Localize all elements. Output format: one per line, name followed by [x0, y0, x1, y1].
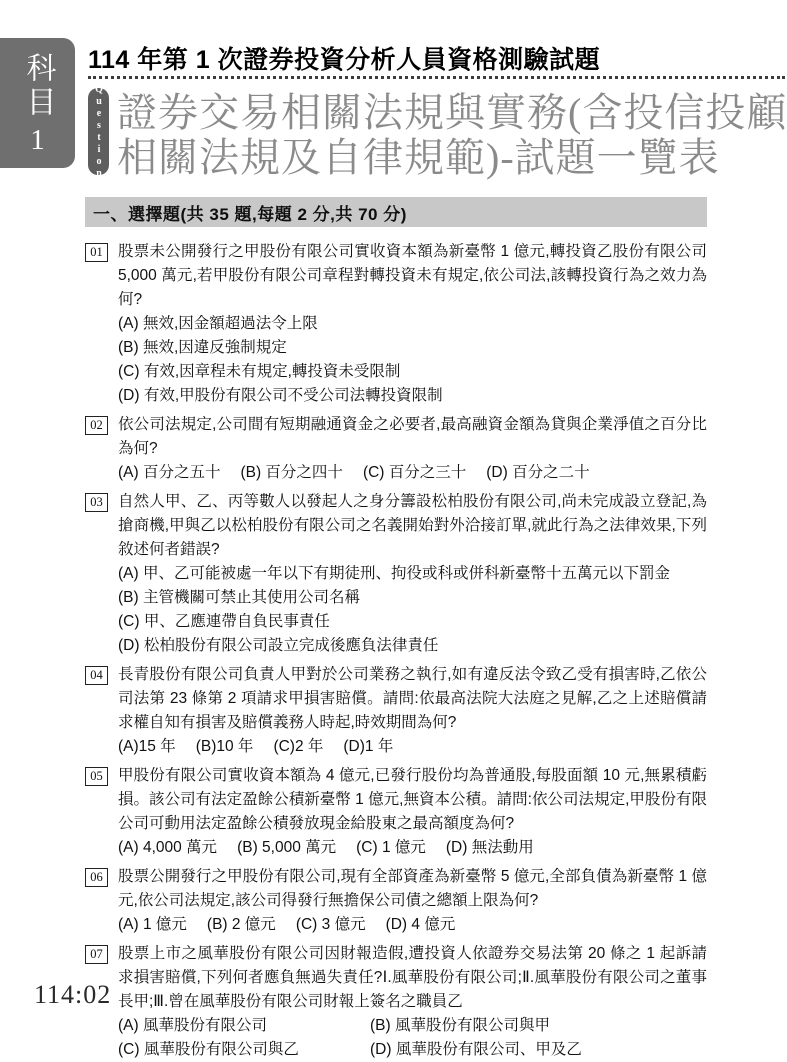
question-number-box: 06 — [85, 868, 108, 887]
option-d: (D) 松柏股份有限公司設立完成後應負法律責任 — [118, 637, 439, 654]
exam-title: 114 年第 1 次證券投資分析人員資格測驗試題 — [88, 46, 601, 74]
question-body: 長青股份有限公司負責人甲對於公司業務之執行,如有違反法令致乙受有損害時,乙依公司法第 23 條第 2 項請求甲損害賠償。請問:依最高法院大法庭之見解,乙之上述賠償請求權自知有損害及賠償義務人時起,時效期間為何? — [118, 666, 707, 731]
option-c: (C) 百分之三十 — [362, 464, 467, 481]
question-item — [85, 663, 707, 759]
option-a: (A) 風華股份有限公司 — [118, 1017, 267, 1034]
option-b: (B) 主管機關可禁止其使用公司名稱 — [118, 589, 360, 606]
question-list — [85, 240, 707, 1062]
option-a: (A) 甲、乙可能被處一年以下有期徒刑、拘役或科或併科新臺幣十五萬元以下罰金 — [118, 565, 670, 582]
paper-title-line-2: 相關法規及自律規範)-試題一覽表 — [117, 135, 720, 180]
option-list — [118, 461, 707, 485]
question-body: 股票上市之風華股份有限公司因財報造假,遭投資人依證券交易法第 20 條之 1 起訴請求損害賠償,下列何者應負無過失責任?Ⅰ.風華股份有限公司;Ⅱ.風華股份有限公司之董事長甲;Ⅲ.曾在風華股份有限公司財報上簽名之職員乙 — [118, 945, 707, 1010]
option-c: (C) 1 億元 — [356, 839, 426, 856]
question-number-box: 03 — [85, 493, 108, 512]
question-number-box: 02 — [85, 416, 108, 435]
option-list — [118, 836, 707, 860]
option-c: (C) 有效,因章程未有規定,轉投資未受限制 — [118, 363, 401, 380]
question-content — [118, 865, 707, 937]
question-number-cell — [85, 663, 118, 759]
option-list — [118, 312, 707, 408]
question-number-box: 04 — [85, 666, 108, 685]
option-b: (B) 百分之四十 — [240, 464, 343, 481]
option-list — [118, 1014, 707, 1062]
option-c: (C) 甲、乙應連帶自負民事責任 — [118, 613, 330, 630]
option-list — [118, 562, 707, 658]
option-d: (D)1 年 — [343, 738, 394, 755]
question-number-cell — [85, 490, 118, 658]
question-content — [118, 240, 707, 408]
option-c: (C) 風華股份有限公司與乙 — [118, 1041, 299, 1058]
option-b: (B) 2 億元 — [206, 916, 276, 933]
question-body: 依公司法規定,公司間有短期融通資金之必要者,最高融資金額為貸與企業淨值之百分比為何? — [118, 416, 707, 457]
option-list — [118, 735, 707, 759]
option-a: (A) 4,000 萬元 — [118, 839, 218, 856]
question-number-box: 07 — [85, 945, 108, 964]
question-pill — [88, 83, 109, 180]
option-b: (B) 風華股份有限公司與甲 — [370, 1017, 550, 1034]
question-body: 股票未公開發行之甲股份有限公司實收資本額為新臺幣 1 億元,轉投資乙股份有限公司 5,000 萬元,若甲股份有限公司章程對轉投資未有規定,依公司法,該轉投資行為之效力為何? — [118, 243, 707, 308]
question-pill-label: Question — [93, 83, 105, 180]
option-c: (C) 3 億元 — [295, 916, 366, 933]
question-number-cell — [85, 865, 118, 937]
section-header-bar — [85, 197, 707, 227]
question-item — [85, 240, 707, 408]
question-content — [118, 663, 707, 759]
option-a: (A) 1 億元 — [118, 916, 187, 933]
question-content — [118, 413, 707, 485]
question-number-cell — [85, 240, 118, 408]
option-b: (B) 5,000 萬元 — [237, 839, 337, 856]
option-c: (C)2 年 — [273, 738, 324, 755]
section-header-label: 一、選擇題(共 35 題,每題 2 分,共 70 分) — [93, 204, 407, 224]
option-d: (D) 百分之二十 — [486, 464, 590, 481]
option-d: (D) 風華股份有限公司、甲及乙 — [370, 1041, 582, 1058]
paper-title-line-1: 證券交易相關法規與實務(含投信投顧 — [117, 90, 787, 135]
question-body: 股票公開發行之甲股份有限公司,現有全部資產為新臺幣 5 億元,全部負債為新臺幣 1 億元,依公司法規定,該公司得發行無擔保公司債之總額上限為何? — [118, 868, 707, 909]
question-item — [85, 942, 707, 1062]
question-number-box: 05 — [85, 767, 108, 786]
question-item — [85, 865, 707, 937]
option-a: (A) 無效,因金額超過法令上限 — [118, 315, 318, 332]
question-content — [118, 764, 707, 860]
option-b: (B)10 年 — [195, 738, 254, 755]
option-a: (A)15 年 — [118, 738, 176, 755]
question-content — [118, 942, 707, 1062]
option-d: (D) 無法動用 — [445, 839, 534, 856]
question-item — [85, 490, 707, 658]
question-number-cell — [85, 764, 118, 860]
dotted-divider — [88, 76, 785, 79]
question-content — [118, 490, 707, 658]
footer-code: 114:02 — [34, 980, 112, 1009]
option-a: (A) 百分之五十 — [118, 464, 221, 481]
option-d: (D) 4 億元 — [385, 916, 456, 933]
question-number-cell — [85, 413, 118, 485]
subject-number: 1 — [30, 123, 45, 156]
question-item — [85, 413, 707, 485]
option-list — [118, 913, 707, 937]
question-item — [85, 764, 707, 860]
question-body: 甲股份有限公司實收資本額為 4 億元,已發行股份均為普通股,每股面額 10 元,無累積虧損。該公司有法定盈餘公積新臺幣 1 億元,無資本公積。請問:依公司法規定,甲股份有限公司可動用法定盈餘公積發放現金給股東之最高額度為何? — [118, 767, 707, 832]
question-body: 自然人甲、乙、丙等數人以發起人之身分籌設松柏股份有限公司,尚未完成設立登記,為搶商機,甲與乙以松柏股份有限公司之名義開始對外洽接訂單,就此行為之法律效果,下列敘述何者錯誤? — [118, 493, 707, 558]
paper-title — [117, 90, 785, 180]
subject-label: 科目 — [21, 51, 55, 120]
option-b: (B) 無效,因違反強制規定 — [118, 339, 287, 356]
option-d: (D) 有效,甲股份有限公司不受公司法轉投資限制 — [118, 387, 443, 404]
question-number-box: 01 — [85, 243, 108, 262]
subject-tab — [0, 38, 75, 168]
